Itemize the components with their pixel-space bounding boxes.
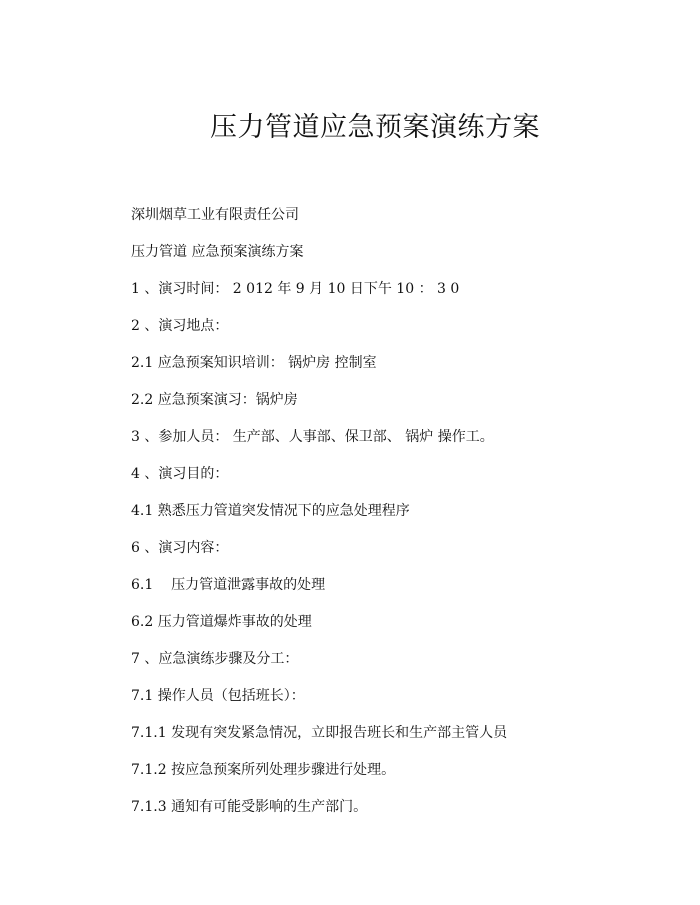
step-process: 7.1.2 按应急预案所列处理步骤进行处理。 xyxy=(131,762,396,778)
operators-heading: 7.1 操作人员（包括班长）： xyxy=(131,688,305,704)
drill-steps-heading: 7 、应急演练步骤及分工： xyxy=(131,651,299,667)
company-name: 深圳烟草工业有限责任公司 xyxy=(131,207,299,223)
drill-time: 1 、演习时间： 2 012 年 9 月 10 日下午 10 ： 3 0 xyxy=(131,281,460,297)
step-report: 7.1.1 发现有突发紧急情况，立即报告班长和生产部主管人员 xyxy=(131,725,508,741)
drill-content-explosion: 6.2 压力管道爆炸事故的处理 xyxy=(131,614,312,630)
training-location: 2.1 应急预案知识培训： 锅炉房 控制室 xyxy=(131,355,377,371)
drill-content-heading: 6 、演习内容： xyxy=(131,540,229,556)
drill-location-heading: 2 、演习地点： xyxy=(131,318,229,334)
drill-purpose-heading: 4 、演习目的： xyxy=(131,466,229,482)
drill-location: 2.2 应急预案演习：锅炉房 xyxy=(131,392,298,408)
plan-subtitle: 压力管道 应急预案演练方案 xyxy=(131,244,304,260)
drill-purpose-item: 4.1 熟悉压力管道突发情况下的应急处理程序 xyxy=(131,503,410,519)
participants: 3 、参加人员： 生产部、人事部、保卫部、 锅炉 操作工。 xyxy=(131,429,494,445)
drill-content-leak: 6.1 压力管道泄露事故的处理 xyxy=(131,577,326,593)
document-body xyxy=(131,203,671,832)
step-notify: 7.1.3 通知有可能受影响的生产部门。 xyxy=(131,799,368,815)
document-title: 压力管道应急预案演练方案 xyxy=(210,112,540,143)
